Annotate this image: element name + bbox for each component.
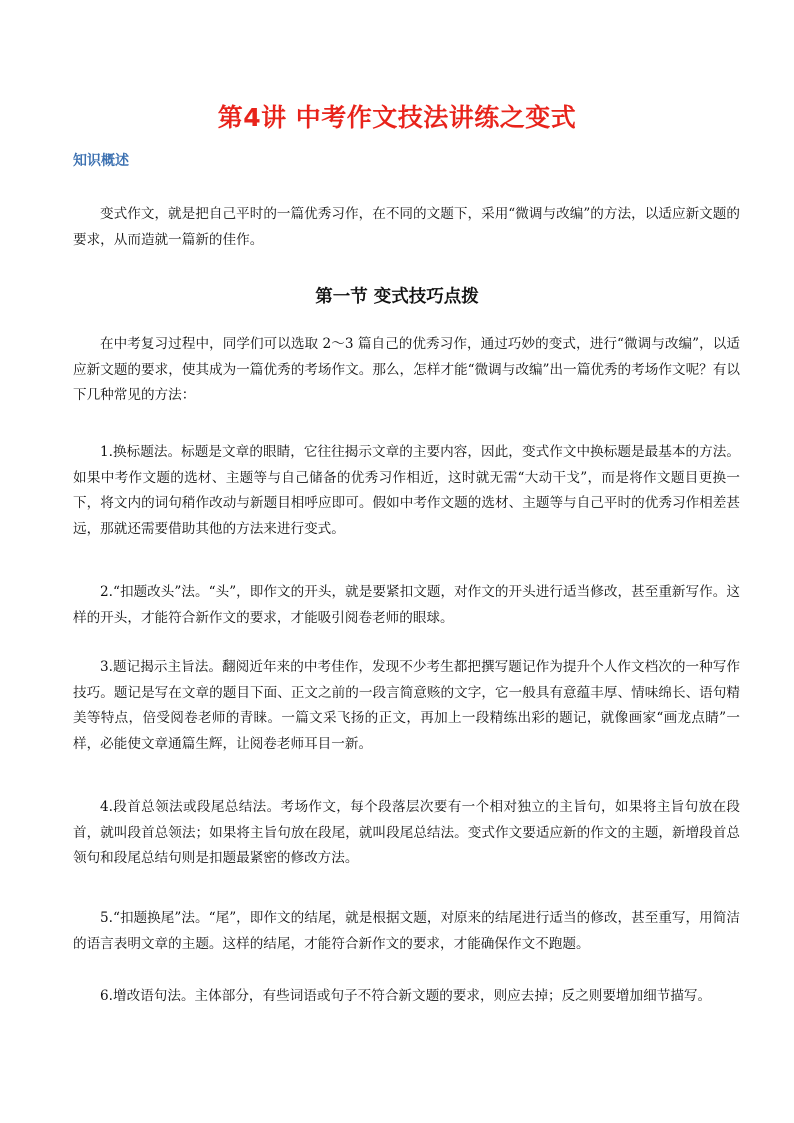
method-item-5: 5.“扣题换尾”法。“尾”，即作文的结尾，就是根据文题，对原来的结尾进行适当的修改，甚至重写，用简洁的语言表明文章的主题。这样的结尾，才能符合新作文的要求，才能确保作文不跑题。	[73, 910, 740, 952]
method-item-6: 6.增改语句法。主体部分，有些词语或句子不符合新文题的要求，则应去掉；反之则要增加细节描写。	[100, 988, 712, 1004]
method-item-4: 4.段首总领法或段尾总结法。考场作文，每个段落层次要有一个相对独立的主旨句，如果将主旨句放在段首，就叫段首总领法；如果将主旨句放在段尾，就叫段尾总结法。变式作文要适应新的作文的主题，新增段首总领句和段尾总结句则是扣题最紧密的修改方法。	[73, 799, 740, 866]
intro-paragraph: 变式作文，就是把自己平时的一篇优秀习作，在不同的文题下，采用“微调与改编”的方法，以适应新文题的要求，从而造就一篇新的佳作。	[73, 206, 740, 248]
section-label: 知识概述	[73, 153, 129, 169]
document-title: 第4讲 中考作文技法讲练之变式	[217, 103, 577, 132]
method-item-3: 3.题记揭示主旨法。翻阅近年来的中考佳作，发现不少考生都把撰写题记作为提升个人作文档次的一种写作技巧。题记是写在文章的题目下面、正文之前的一段言简意赅的文字，它一般具有意蕴丰厚、情味绵长、语句精美等特点，倍受阅卷老师的青睐。一篇文采飞扬的正文，再加上一段精练出彩的题记，就像画家“画龙点睛”一样，必能使文章通篇生辉，让阅卷老师耳目一新。	[73, 659, 740, 752]
method-item-1: 1.换标题法。标题是文章的眼睛，它往往揭示文章的主要内容，因此，变式作文中换标题是最基本的方法。如果中考作文题的选材、主题等与自己储备的优秀习作相近，这时就无需“大动干戈”，而是将作文题目更换一下，将文内的词句稍作改动与新题目相呼应即可。假如中考作文题的选材、主题等与自己平时的优秀习作相差甚远，那就还需要借助其他的方法来进行变式。	[73, 444, 740, 537]
method-item-2: 2.“扣题改头”法。“头”，即作文的开头，就是要紧扣文题，对作文的开头进行适当修改，甚至重新写作。这样的开头，才能符合新作文的要求，才能吸引阅卷老师的眼球。	[73, 584, 740, 626]
section-subheading: 第一节 变式技巧点拨	[315, 287, 479, 307]
lead-paragraph: 在中考复习过程中，同学们可以选取 2～3 篇自己的优秀习作，通过巧妙的变式，进行“微调与改编”，以适应新文题的要求，使其成为一篇优秀的考场作文。那么，怎样才能“微调与改编”出一篇优秀的考场作文呢？有以下几种常见的方法：	[73, 336, 740, 403]
